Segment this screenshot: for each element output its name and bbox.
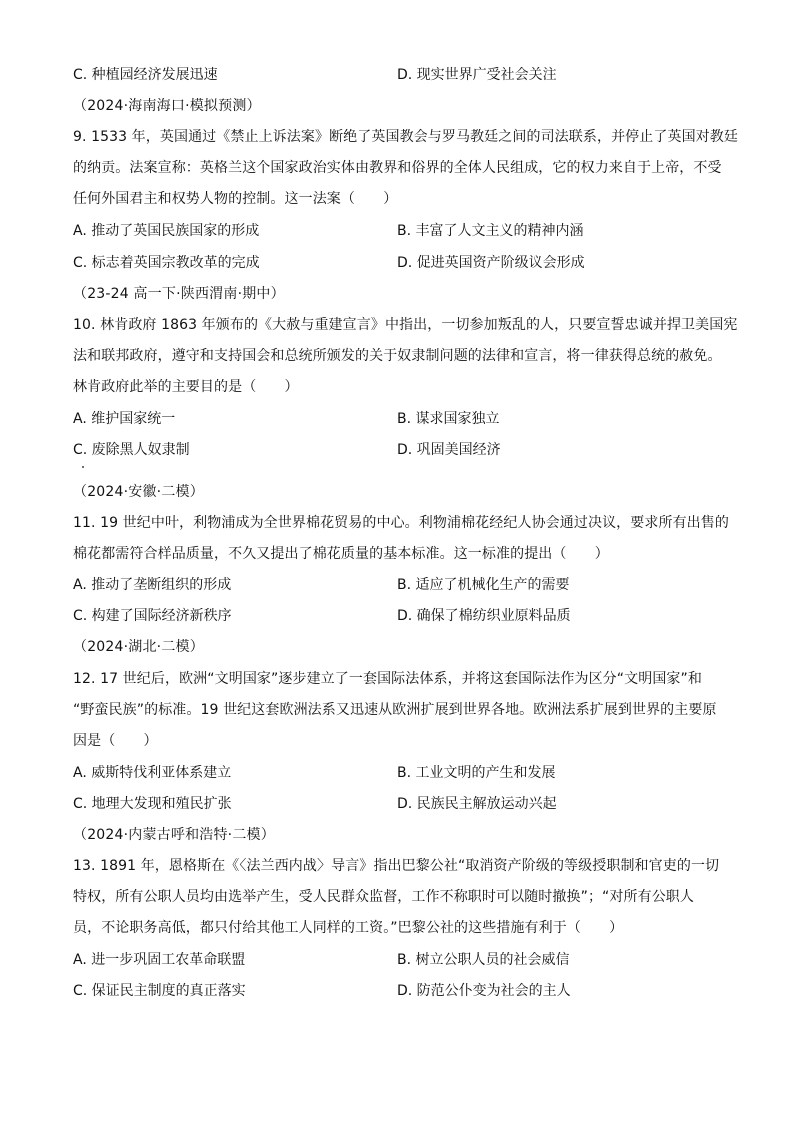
option-a: A. 进一步巩固工农革命联盟 [73, 952, 246, 968]
question-source: （23-24 高一下·陕西渭南·期中） [73, 286, 285, 302]
question-stem-line: 特权，所有公职人员均由选举产生，受人民群众监督，工作不称职时可以随时撤换”；“对所有公职人 [73, 889, 695, 905]
question-stem-line: 棉花都需符合样品质量，不久又提出了棉花质量的基本标准。这一标准的提出（ ） [73, 546, 609, 562]
question-stem-line: 10. 林肯政府 1863 年颁布的《大赦与重建宣言》中指出，一切参加叛乱的人，只要宣誓忠诚并捍卫美国宪 [73, 317, 738, 333]
question-stem-line: 任何外国君主和权势人物的控制。这一法案（ ） [73, 191, 398, 207]
option-d: D. 现实世界广受社会关注 [397, 67, 557, 83]
option-b: B. 丰富了人文主义的精神内涵 [397, 223, 584, 239]
option-c: C. 种植园经济发展迅速 [73, 67, 218, 83]
option-a: A. 推动了垄断组织的形成 [73, 577, 232, 593]
option-c: C. 废除黑人奴隶制 [73, 442, 190, 458]
question-stem-line: 林肯政府此举的主要目的是（ ） [73, 379, 299, 395]
option-d: D. 促进英国资产阶级议会形成 [397, 255, 585, 271]
question-stem-line: 法和联邦政府，遵守和支持国会和总统所颁发的关于奴隶制问题的法律和宣言，将一律获得总统的赦免。 [73, 348, 722, 364]
question-source: （2024·内蒙古呼和浩特·二模） [73, 827, 275, 843]
option-a: A. 推动了英国民族国家的形成 [73, 223, 260, 239]
option-b: B. 适应了机械化生产的需要 [397, 577, 570, 593]
option-d: D. 防范公仆变为社会的主人 [397, 983, 571, 999]
option-d: D. 确保了棉纺织业原料品质 [397, 608, 571, 624]
question-stem-line: 9. 1533 年，英国通过《禁止上诉法案》断绝了英国教会与罗马教廷之间的司法联系，并停止了英国对教廷 [73, 129, 738, 145]
option-a: A. 维护国家统一 [73, 411, 176, 427]
option-d: D. 民族民主解放运动兴起 [397, 796, 557, 812]
question-stem-line: 11. 19 世纪中叶，利物浦成为全世界棉花贸易的中心。利物浦棉花经纪人协会通过决议，要求所有出售的 [73, 515, 729, 531]
option-b: B. 树立公职人员的社会威信 [397, 952, 570, 968]
question-stem-line: 12. 17 世纪后，欧洲“文明国家”逐步建立了一套国际法体系，并将这套国际法作为区分“文明国家”和 [73, 671, 702, 687]
question-stem-line: 13. 1891 年，恩格斯在《〈法兰西内战〉导言》指出巴黎公社“取消资产阶级的等级授职制和官吏的一切 [73, 858, 720, 874]
option-d: D. 巩固美国经济 [397, 442, 501, 458]
question-source: （2024·安徽·二模） [73, 484, 204, 500]
option-b: B. 谋求国家独立 [397, 411, 500, 427]
scan-speck [82, 466, 84, 468]
question-source: （2024·湖北·二模） [73, 639, 204, 655]
question-stem-line: “野蛮民族”的标准。19 世纪这套欧洲法系又迅速从欧洲扩展到世界各地。欧洲法系扩展到世界的主要原 [73, 702, 717, 718]
option-c: C. 构建了国际经济新秩序 [73, 608, 232, 624]
question-stem-line: 因是（ ） [73, 733, 158, 749]
option-a: A. 威斯特伐利亚体系建立 [73, 765, 232, 781]
option-c: C. 标志着英国宗教改革的完成 [73, 255, 260, 271]
question-stem-line: 员，不论职务高低，都只付给其他工人同样的工资。”巴黎公社的这些措施有利于（ ） [73, 920, 624, 936]
question-stem-line: 的纳贡。法案宣称：英格兰这个国家政治实体由教界和俗界的全体人民组成，它的权力来自于上帝，不受 [73, 160, 722, 176]
question-source: （2024·海南海口·模拟预测） [73, 98, 261, 114]
option-c: C. 保证民主制度的真正落实 [73, 983, 246, 999]
option-c: C. 地理大发现和殖民扩张 [73, 796, 232, 812]
option-b: B. 工业文明的产生和发展 [397, 765, 556, 781]
